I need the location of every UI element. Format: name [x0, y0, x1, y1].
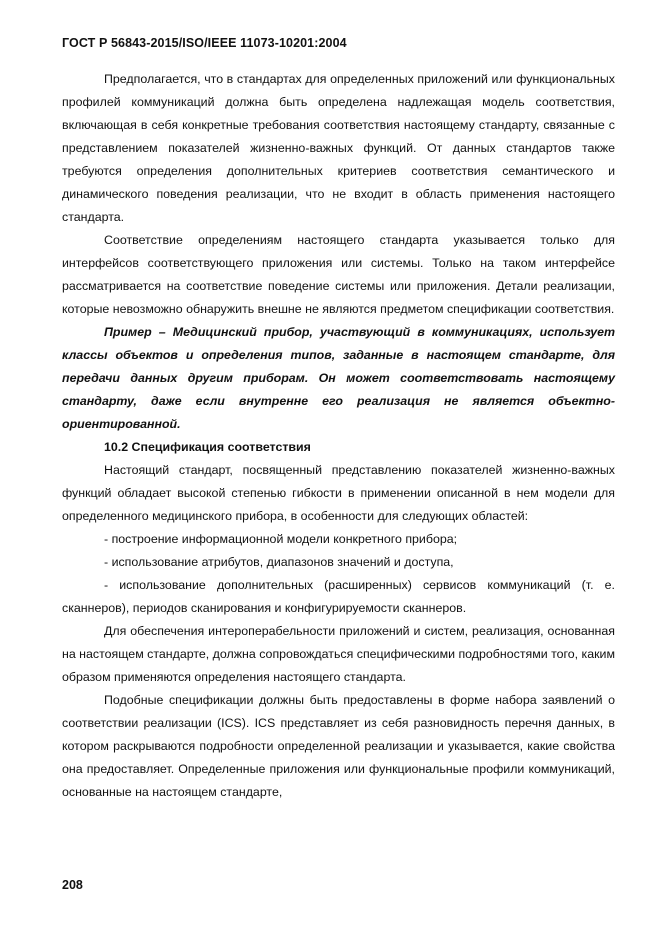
- document-header: ГОСТ Р 56843-2015/ISO/IEEE 11073-10201:2004: [62, 36, 347, 50]
- page-number: 208: [62, 878, 83, 892]
- paragraph: Предполагается, что в стандартах для определенных приложений или функциональных профилей коммуникаций должна быть определена надлежащая модель соответствия, включающая в себя конкретные требования соответствия настоящему стандарту, связанные с представлением показателей жизненно-важных функций. От данных стандартов также требуются определения дополнительных критериев соответствия семантического и динамического поведения реализации, что не входит в область применения настоящего стандарта.: [62, 72, 615, 224]
- paragraph: Для обеспечения интероперабельности приложений и систем, реализация, основанная на настоящем стандарте, должна сопровождаться специфическими подробностями того, каким образом применяются определения настоящего стандарта.: [62, 624, 615, 684]
- paragraph: Соответствие определениям настоящего стандарта указывается только для интерфейсов соответствующего приложения или системы. Только на таком интерфейсе рассматривается на соответствие поведение системы или приложения. Детали реализации, которые невозможно обнаружить внешне не являются предметом спецификации соответствия.: [62, 233, 615, 316]
- page-body: [62, 68, 615, 804]
- paragraph: Настоящий стандарт, посвященный представлению показателей жизненно-важных функций обладает высокой степенью гибкости в применении описанной в нем модели для определенного медицинского прибора, в особенности для следующих областей:: [62, 463, 615, 523]
- list-item: - использование атрибутов, диапазонов значений и доступа,: [104, 555, 454, 569]
- paragraph: Подобные спецификации должны быть предоставлены в форме набора заявлений о соответствии реализации (ICS). ICS представляет из себя разновидность перечня данных, в котором раскрываются подробности определенной реализации и указывается, какие свойства она предоставляет. Определенные приложения или функциональные профили коммуникаций, основанные на настоящем стандарте,: [62, 693, 615, 799]
- list-item: - использование дополнительных (расширенных) сервисов коммуникаций (т. е. сканнеров), периодов сканирования и конфигурируемости сканнеров.: [62, 578, 615, 615]
- section-title: 10.2 Спецификация соответствия: [104, 440, 311, 454]
- list-item: - построение информационной модели конкретного прибора;: [104, 532, 458, 546]
- example-note: Пример – Медицинский прибор, участвующий в коммуникациях, использует классы объектов и определения типов, заданные в настоящем стандарте, для передачи данных другим приборам. Он может соответствовать настоящему стандарту, даже если внутренне его реализация не является объектно-ориентированной.: [62, 325, 615, 431]
